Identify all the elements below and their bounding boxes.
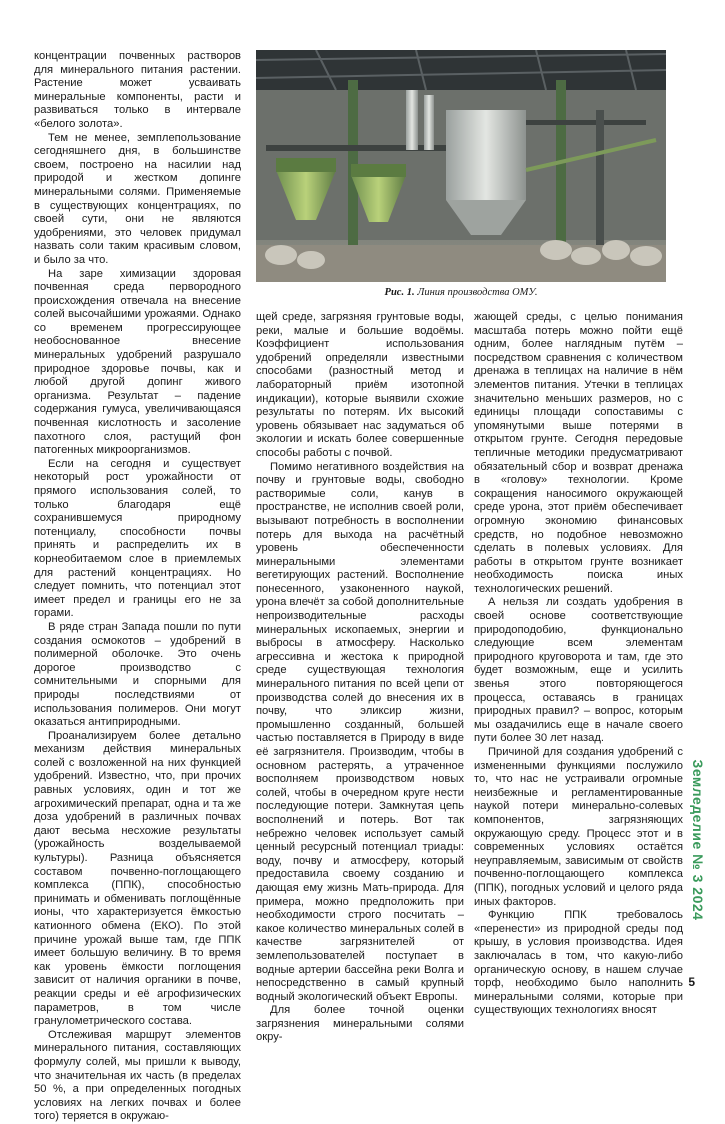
paragraph: На заре химизации здоровая почвенная среда первородного происхождения отвечала на внесение солей высочайшими урожаями. Однако со временем прогрессирующее необоснованное внесение минеральных удобрений разрушало природное здоровье почвы, как и любой другой допинг живого организма. Результат – падение содержания гумуса, увеличивающаяся почвенная кислотность и засоление пахотного слоя, растущий фон патогенных микроорганизмов. xyxy=(34,267,241,457)
paragraph: Функцию ППК требовалось «перенести» из природной среды под крышу, в условия производства. Идея заключалась в том, что какую-либо органическую основу, в нашем случае торф, необходимо было наполнить минеральными солями, которые при существующих технологиях вносят xyxy=(474,909,683,1017)
figure-caption-label: Рис. 1. xyxy=(384,287,415,298)
paragraph: Причиной для создания удобрений с измененными функциями послужило то, что нас не устраивали огромные неизбежные и регламентированные наукой потери минерально-солевых компонентов, загрязняющих окружающую среду. Процесс этот и в современных условиях остаётся неуправляемым, зависимым от свойств почвенно-поглощающего комплекса (ППК), погодных условий и целого ряда иных факторов. xyxy=(474,746,683,908)
figure-caption-text: Линия производства ОМУ. xyxy=(417,287,538,298)
paragraph: Если на сегодня и существует некоторый рост урожайности от прямого использования солей, то только благодаря ещё сохранившемуся природному потенциалу, способности почвы принять и распределить их в корнеобитаемом слое в приемлемых для растений концентрациях. Но следует помнить, что потенциал этот имеет предел и границы его не за горами. xyxy=(34,457,241,620)
paragraph: Отслеживая маршрут элементов минерального питания, составляющих формулу солей, мы пришли к выводу, что значительная их часть (в пределах 50 %, а при определенных погодных условиях на легких почвах и более того) теряется в окружаю- xyxy=(34,1028,241,1123)
figure-caption xyxy=(256,287,666,298)
journal-title: Земледелие № 3 2024 xyxy=(690,759,706,921)
paragraph: А нельзя ли создать удобрения в своей основе соответствующие природоподобию, функционально следующие всем элементам природного круговорота и там, где это будет возможным, еще и усилить звенья этого повторяющегося процесса, оставаясь в границах природных правил? – вопрос, которым мы озадачились еще в начале своего пути более 30 лет назад. xyxy=(474,596,683,745)
paragraph: концентрации почвенных растворов для минерального питания растении. Растение может усваивать минеральные компоненты, расти и развиваться только в интервале «белого золота». xyxy=(34,50,241,130)
paragraph: Помимо негативного воздействия на почву и грунтовые воды, свободно растворимые соли, канув в пространстве, не исполнив своей роли, вызывают потребность в восполнении потерь для выхода на расчётный уровень обеспеченности минеральными элементами вегетирующих растений. Восполнение понесенного, узаконенного наукой, урона влечёт за собой дополнительные непроизводительные расходы минеральных ископаемых, энергии и выбросы в атмосферу. Насколько агрессивна и жестока к природной среде существующая технология минерального питания по всей цепи от производства солей до внесения их в почву, что эликсир жизни, промышленно созданный, большей частью поставляется в Природу в виде её загрязнителя. Производим, чтобы в основном растерять, а утраченное восполняем производством новых солей, чтобы в очередном круге нести последующие потери. Замкнутая цепь восполнений и потерь. Вот так небрежно человек использует самый ценный ресурсный потенциал триады: воду, почву и атмосферу, который предоставила своему созданию и дающая ему жизнь Мать-природа. Для примера, можно предположить при необходимости строго посчитать – какое количество минеральных солей в качестве загрязнителей от землепользователей поступает в водные артерии бассейна реки Волга и непосредственно в самый крупный водный экологический объект Европы. xyxy=(256,460,464,1003)
production-line-illustration xyxy=(256,50,666,282)
factory-photo xyxy=(256,50,666,282)
paragraph: Проанализируем более детально механизм действия минеральных солей с возложенной на них функцией удобрений. Известно, что, при прочих равных условиях, один и тот же агрохимический препарат, одна и та же доза удобрений в различных почвах дают весьма несхожие результаты (урожайность возделываемой культуры). Разница объясняется составом почвенно-поглощающего комплекса (ППК), способностью принимать и обменивать поглощённые ионы, что характеризуется ёмкостью катионного обмена (ЕКО). По этой причине урожай выше там, где ППК имеет большую величину. В то время как уровень ёмкости поглощения зависит от наличия органики в почве, реакции среды и её агрофизических параметров, в том числе гранулометрического состава. xyxy=(34,729,241,1028)
paragraph: В ряде стран Запада пошли по пути создания осмокотов – удобрений в полимерной оболочке. Это очень дорогое производство с сомнительными и спорными для природы последствиями от использования полимеров. Они могут оказаться антиприродными. xyxy=(34,620,241,729)
journal-title-vertical xyxy=(683,700,713,980)
page-number: 5 xyxy=(688,975,695,989)
text-column-3 xyxy=(474,311,683,1018)
paragraph: жающей среды, с целью понимания масштаба потерь можно пойти ещё одним, более наглядным путём – посредством сравнения с количеством дренажа в теплицах на наличие в нём элементов питания. Утечки в теплицах значительно меньших размеров, но с единицы площади сопоставимы с упомянутыми выше потерями в открытом грунте. Сегодня передовые тепличные методики предусматривают обязательный сбор и возврат дренажа в «голову» технологии. Кроме сокращения наносимого окружающей среде урона, этот приём обеспечивает огромную экономию финансовых средств, но подобное невозможно сделать в полевых условиях. Для работы в открытом грунте возникает необходимость поиска иных технологических решений. xyxy=(474,311,683,595)
paragraph: Для более точной оценки загрязнения минеральными солями окру- xyxy=(256,1004,464,1044)
text-column-1 xyxy=(34,50,241,1124)
paragraph: щей среде, загрязняя грунтовые воды, реки, малые и большие водоёмы. Коэффициент использования удобрений определяли известными способами (разностный метод и лабораторный приём изотопной индикации), которые выявили схожие результаты по потерям. Их высокий уровень обязывает нас задуматься об экологии и искать более совершенные способы работы с почвой. xyxy=(256,311,464,459)
text-column-2 xyxy=(256,311,464,1045)
paragraph: Тем не менее, земплепользование сегодняшнего дня, в большинстве своем, построено на насилии над природой и жестком допинге минеральными солями. Применяемые в существующих концентрациях, по своей сути, они не являются удобрениями, это человек придумал назвать соли таким красивым словом, и было за что. xyxy=(34,131,241,266)
